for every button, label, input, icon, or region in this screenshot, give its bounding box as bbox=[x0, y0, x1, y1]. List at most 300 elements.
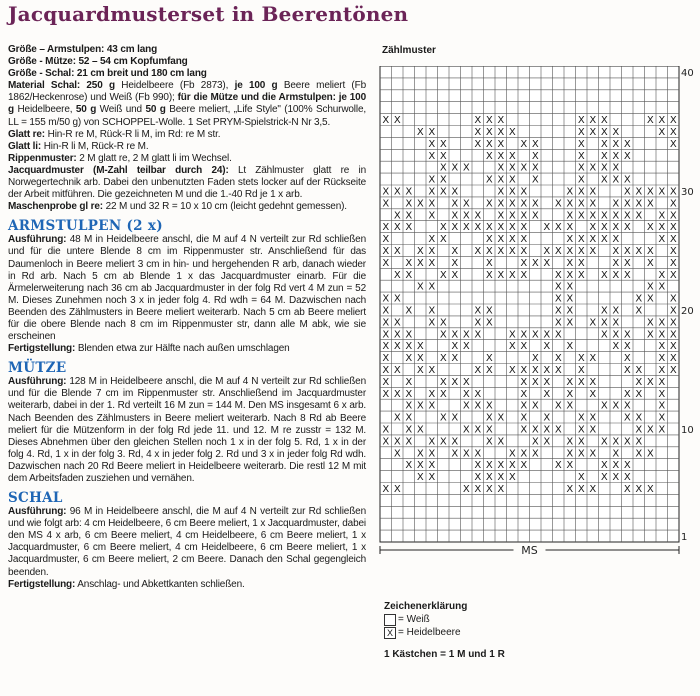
chart-cell-x: X bbox=[416, 448, 424, 460]
chart-cell-x: X bbox=[428, 305, 436, 317]
chart-cell-x: X bbox=[635, 484, 643, 496]
chart-cell-x: X bbox=[382, 198, 390, 210]
chart-cell-x: X bbox=[566, 246, 574, 258]
glatt-re: Glatt re: Hin-R re M, Rück-R li M, im Rd: re M str. bbox=[8, 128, 221, 140]
chart-cell-x: X bbox=[612, 222, 620, 234]
schal-heading: SCHAL bbox=[8, 490, 63, 507]
chart-cell-x: X bbox=[623, 329, 631, 341]
chart-cell-x: X bbox=[531, 329, 539, 341]
chart-cell-x: X bbox=[428, 186, 436, 198]
chart-cell-x: X bbox=[474, 210, 482, 222]
chart-cell-x: X bbox=[577, 127, 585, 139]
chart-cell-x: X bbox=[497, 127, 505, 139]
chart-cell-x: X bbox=[485, 305, 493, 317]
chart-cell-x: X bbox=[612, 305, 620, 317]
chart-cell-x: X bbox=[669, 198, 677, 210]
chart-cell-x: X bbox=[623, 472, 631, 484]
chart-cell-x: X bbox=[554, 293, 562, 305]
chart-cell-x: X bbox=[623, 257, 631, 269]
chart-cell-x: X bbox=[416, 460, 424, 472]
chart-cell-x: X bbox=[393, 269, 401, 281]
chart-cell-x: X bbox=[428, 138, 436, 150]
chart-cell-x: X bbox=[566, 341, 574, 353]
chart-cell-x: X bbox=[428, 198, 436, 210]
chart-cell-x: X bbox=[531, 424, 539, 436]
chart-cell-x: X bbox=[462, 388, 470, 400]
chart-cell-x: X bbox=[566, 376, 574, 388]
chart-cell-x: X bbox=[658, 341, 666, 353]
chart-cell-x: X bbox=[485, 460, 493, 472]
chart-cell-x: X bbox=[623, 210, 631, 222]
chart-cell-x: X bbox=[462, 341, 470, 353]
chart-cell-x: X bbox=[405, 341, 413, 353]
chart-cell-x: X bbox=[646, 246, 654, 258]
chart-cell-x: X bbox=[497, 412, 505, 424]
chart-cell-x: X bbox=[669, 305, 677, 317]
chart-cell-x: X bbox=[497, 198, 505, 210]
chart-cell-x: X bbox=[612, 460, 620, 472]
chart-cell-x: X bbox=[393, 436, 401, 448]
chart-cell-x: X bbox=[382, 222, 390, 234]
chart-cell-x: X bbox=[612, 472, 620, 484]
chart-cell-x: X bbox=[623, 341, 631, 353]
chart-cell-x: X bbox=[612, 234, 620, 246]
chart-cell-x: X bbox=[393, 210, 401, 222]
legend bbox=[384, 600, 505, 661]
muetze-ausfuehrung: Ausführung: 128 M in Heidelbeere anschl, die M auf 4 N verteilt zur Rd schließen und für die Blende 7 cm im Rippenmuster str. Anschließend im Jacquardmuster weiterarb, dabei in der 1. Rd verteilt 16 M zun = 144 M. Den MS insgesamt 6 x arb. Nach Beenden des Zählmusters in Beere meliert weiterarb. Nach 8 Rd ab Beere meliert für die Mützenform in der folg Rd jede 11. und 12. M re zusstr = 132 M. Dieses Abnehmen über den gleichen Stellen noch 1 x in der folg 5. Rd, 1 x in der folg 4. Rd, 1 x in der folg 3. Rd, 4 x in jeder folg 2. Rd und 3 x in jeder folg Rd wdh. Dazwischen nach 20 Rd Beere meliert in Heidelbeere weiterarb. Die restl 12 M mit dem Arbeitsfaden zusziehen und vernähen. bbox=[8, 376, 366, 484]
chart-cell-x: X bbox=[382, 341, 390, 353]
chart-cell-x: X bbox=[589, 115, 597, 127]
chart-cell-x: X bbox=[623, 436, 631, 448]
chart-cell-x: X bbox=[566, 186, 574, 198]
chart-cell-x: X bbox=[600, 269, 608, 281]
chart-cell-x: X bbox=[485, 412, 493, 424]
chart-cell-x: X bbox=[635, 424, 643, 436]
chart-cell-x: X bbox=[382, 115, 390, 127]
chart-cell-x: X bbox=[531, 365, 539, 377]
chart-cell-x: X bbox=[543, 341, 551, 353]
chart-cell-x: X bbox=[416, 257, 424, 269]
chart-cell-x: X bbox=[382, 234, 390, 246]
chart-cell-x: X bbox=[669, 186, 677, 198]
chart-cell-x: X bbox=[623, 388, 631, 400]
chart-cell-x: X bbox=[577, 436, 585, 448]
chart-cell-x: X bbox=[669, 222, 677, 234]
chart-cell-x: X bbox=[508, 329, 516, 341]
chart-cell-x: X bbox=[428, 257, 436, 269]
chart-cell-x: X bbox=[600, 127, 608, 139]
chart-cell-x: X bbox=[508, 210, 516, 222]
chart-cell-x: X bbox=[474, 365, 482, 377]
chart-cell-x: X bbox=[428, 174, 436, 186]
chart-cell-x: X bbox=[520, 257, 528, 269]
chart-cell-x: X bbox=[497, 246, 505, 258]
chart-cell-x: X bbox=[612, 198, 620, 210]
rippenmuster: Rippenmuster: 2 M glatt re, 2 M glatt li im Wechsel. bbox=[8, 152, 232, 164]
chart-cell-x: X bbox=[623, 365, 631, 377]
chart-cell-x: X bbox=[382, 329, 390, 341]
row-label-30: 30 bbox=[681, 187, 694, 199]
chart-cell-x: X bbox=[566, 305, 574, 317]
chart-cell-x: X bbox=[474, 138, 482, 150]
chart-cell-x: X bbox=[497, 222, 505, 234]
chart-cell-x: X bbox=[589, 376, 597, 388]
chart-cell-x: X bbox=[600, 400, 608, 412]
chart-cell-x: X bbox=[451, 341, 459, 353]
chart-cell-x: X bbox=[439, 412, 447, 424]
chart-cell-x: X bbox=[577, 484, 585, 496]
chart-cell-x: X bbox=[382, 388, 390, 400]
chart-cell-x: X bbox=[577, 448, 585, 460]
chart-cell-x: X bbox=[612, 174, 620, 186]
chart-cell-x: X bbox=[405, 198, 413, 210]
chart-cell-x: X bbox=[439, 186, 447, 198]
chart-cell-x: X bbox=[669, 341, 677, 353]
chart-cell-x: X bbox=[474, 448, 482, 460]
chart-cell-x: X bbox=[531, 400, 539, 412]
chart-cell-x: X bbox=[497, 484, 505, 496]
chart-cell-x: X bbox=[451, 448, 459, 460]
chart-cell-x: X bbox=[497, 138, 505, 150]
chart-cell-x: X bbox=[531, 436, 539, 448]
chart-cell-x: X bbox=[554, 269, 562, 281]
chart-cell-x: X bbox=[669, 246, 677, 258]
chart-cell-x: X bbox=[393, 484, 401, 496]
chart-cell-x: X bbox=[543, 246, 551, 258]
chart-cell-x: X bbox=[520, 269, 528, 281]
chart-cell-x: X bbox=[566, 198, 574, 210]
chart-cell-x: X bbox=[462, 400, 470, 412]
chart-cell-x: X bbox=[531, 162, 539, 174]
chart-cell-x: X bbox=[554, 365, 562, 377]
chart-cell-x: X bbox=[439, 329, 447, 341]
armstulpen-ausfuehrung: Ausführung: 48 M in Heidelbeere anschl, die M auf 4 N verteilt zur Rd schließen und für die untere Blende 8 cm im Rippenmuster str. Anschließend für das Daumenloch in Beere meliert 3 cm in hin- und hergehenden R arb, danach wieder in Rd arb. Nach 5 cm ab Blende 1 x das Jacquardmuster einarb. Für die Ärmelerweiterung nach 36 cm ab Jacquardmuster in der folg Rd vert 4 M zun = 52 M. Dieses Zunehmen noch 3 x in jeder folg 4. Rd wdh = 64 M. Dazwischen nach Beenden des Zählmusters in Beere meliert weiterarb. Nach 5 cm ab Beere meliert für die obere Blende nach 8 cm im Rippenmuster str, dann alle M abk, wie sie erscheinen bbox=[8, 234, 366, 343]
chart-cell-x: X bbox=[589, 222, 597, 234]
chart-cell-x: X bbox=[623, 400, 631, 412]
chart-cell-x: X bbox=[439, 150, 447, 162]
chart-cell-x: X bbox=[520, 400, 528, 412]
chart-cell-x: X bbox=[405, 210, 413, 222]
chart-cell-x: X bbox=[646, 317, 654, 329]
chart-cell-x: X bbox=[393, 317, 401, 329]
chart-cell-x: X bbox=[485, 127, 493, 139]
chart-cell-x: X bbox=[577, 210, 585, 222]
chart-cell-x: X bbox=[428, 234, 436, 246]
chart-cell-x: X bbox=[416, 353, 424, 365]
chart-cell-x: X bbox=[543, 424, 551, 436]
chart-cell-x: X bbox=[669, 127, 677, 139]
heidelbeere-swatch: X bbox=[384, 627, 396, 639]
chart-cell-x: X bbox=[416, 365, 424, 377]
chart-cell-x: X bbox=[416, 424, 424, 436]
chart-cell-x: X bbox=[393, 412, 401, 424]
chart-cell-x: X bbox=[589, 484, 597, 496]
chart-cell-x: X bbox=[589, 448, 597, 460]
chart-cell-x: X bbox=[428, 436, 436, 448]
chart-cell-x: X bbox=[612, 257, 620, 269]
chart-cell-x: X bbox=[566, 448, 574, 460]
chart-cell-x: X bbox=[462, 210, 470, 222]
chart-cell-x: X bbox=[393, 293, 401, 305]
chart-cell-x: X bbox=[508, 341, 516, 353]
chart-cell-x: X bbox=[635, 210, 643, 222]
chart-cell-x: X bbox=[658, 424, 666, 436]
chart-cell-x: X bbox=[405, 376, 413, 388]
row-label-1: 1 bbox=[681, 532, 688, 544]
chart-cell-x: X bbox=[382, 436, 390, 448]
chart-cell-x: X bbox=[658, 281, 666, 293]
chart-cell-x: X bbox=[577, 353, 585, 365]
chart-cell-x: X bbox=[646, 329, 654, 341]
chart-cell-x: X bbox=[612, 436, 620, 448]
white-swatch bbox=[384, 614, 396, 626]
chart-cell-x: X bbox=[566, 281, 574, 293]
schal-ausfuehrung: Ausführung: 96 M in Heidelbeere anschl, die M auf 4 N verteilt zur Rd schließen und wie folgt arb: 4 cm Heidelbeere, 6 cm Beere meliert, 1 x Jacquardmuster, dabei den MS 4 x arb, 6 cm Beere meliert, 4 cm Heidelbeere, 6 cm Beere meliert, 1 x Jacquardmuster, 6 cm Beere meliert, 4 cm Heidelbeere, 6 cm Beere meliert, 1 x Jacquardmuster, 6 cm Beere meliert, 2 cm Beere. Danach den Schal gegengleich beenden. bbox=[8, 506, 366, 578]
chart-cell-x: X bbox=[646, 281, 654, 293]
chart-cell-x: X bbox=[497, 269, 505, 281]
chart-cell-x: X bbox=[531, 257, 539, 269]
chart-cell-x: X bbox=[405, 353, 413, 365]
chart-cell-x: X bbox=[543, 365, 551, 377]
instructions-column bbox=[8, 44, 366, 591]
chart-cell-x: X bbox=[589, 198, 597, 210]
chart-cell-x: X bbox=[497, 234, 505, 246]
chart-cell-x: X bbox=[520, 329, 528, 341]
chart-cell-x: X bbox=[474, 127, 482, 139]
row-label-10: 10 bbox=[681, 425, 694, 437]
chart-cell-x: X bbox=[520, 234, 528, 246]
chart-cell-x: X bbox=[669, 293, 677, 305]
chart-cell-x: X bbox=[531, 376, 539, 388]
chart-cell-x: X bbox=[600, 472, 608, 484]
chart-cell-x: X bbox=[543, 388, 551, 400]
chart-cell-x: X bbox=[577, 376, 585, 388]
chart-cell-x: X bbox=[474, 222, 482, 234]
chart-cell-x: X bbox=[566, 234, 574, 246]
chart-cell-x: X bbox=[623, 353, 631, 365]
chart-cell-x: X bbox=[623, 222, 631, 234]
chart-cell-x: X bbox=[566, 257, 574, 269]
chart-cell-x: X bbox=[646, 376, 654, 388]
chart-cell-x: X bbox=[405, 388, 413, 400]
chart-cell-x: X bbox=[382, 424, 390, 436]
chart-cell-x: X bbox=[669, 138, 677, 150]
chart-cell-x: X bbox=[416, 198, 424, 210]
chart-cell-x: X bbox=[531, 210, 539, 222]
chart-cell-x: X bbox=[428, 210, 436, 222]
chart-cell-x: X bbox=[658, 222, 666, 234]
chart-cell-x: X bbox=[658, 317, 666, 329]
chart-cell-x: X bbox=[428, 460, 436, 472]
chart-cell-x: X bbox=[635, 448, 643, 460]
chart-cell-x: X bbox=[577, 186, 585, 198]
chart-cell-x: X bbox=[485, 484, 493, 496]
chart-cell-x: X bbox=[577, 246, 585, 258]
chart-cell-x: X bbox=[428, 150, 436, 162]
chart-cell-x: X bbox=[520, 376, 528, 388]
chart-cell-x: X bbox=[405, 412, 413, 424]
chart-cell-x: X bbox=[554, 460, 562, 472]
chart-cell-x: X bbox=[520, 388, 528, 400]
chart-cell-x: X bbox=[669, 210, 677, 222]
chart-cell-x: X bbox=[600, 115, 608, 127]
chart-cell-x: X bbox=[623, 174, 631, 186]
chart-cell-x: X bbox=[485, 115, 493, 127]
chart-cell-x: X bbox=[393, 246, 401, 258]
chart-cell-x: X bbox=[623, 246, 631, 258]
chart-cell-x: X bbox=[589, 317, 597, 329]
chart-cell-x: X bbox=[635, 246, 643, 258]
material-paragraph: Material Schal: 250 g Heidelbeere (Fb 2873), je 100 g Beere meliert (Fb 1862/Heckenrose) und Weiß (Fb 990); für die Mütze und die Armstulpen: je 100 g Heidelbeere, 50 g Weiß und 50 g Beere meliert, „Life Style" (100% Schurwolle, LL = 155 m/50 g) von SCHOPPEL-Wolle. 1 Set PRYM-Spielstrick-N Nr 3,5. bbox=[8, 80, 366, 128]
chart-cell-x: X bbox=[416, 472, 424, 484]
legend-scale: 1 Kästchen = 1 M und 1 R bbox=[384, 649, 505, 660]
chart-cell-x: X bbox=[577, 412, 585, 424]
chart-cell-x: X bbox=[658, 353, 666, 365]
chart-cell-x: X bbox=[393, 388, 401, 400]
chart-cell-x: X bbox=[497, 210, 505, 222]
chart-cell-x: X bbox=[451, 162, 459, 174]
chart-cell-x: X bbox=[543, 376, 551, 388]
chart-cell-x: X bbox=[428, 127, 436, 139]
chart-cell-x: X bbox=[600, 222, 608, 234]
legend-heidelbeere: X = Heidelbeere bbox=[384, 626, 505, 639]
chart-cell-x: X bbox=[612, 448, 620, 460]
chart-cell-x: X bbox=[600, 150, 608, 162]
chart-cell-x: X bbox=[577, 472, 585, 484]
chart-cell-x: X bbox=[646, 484, 654, 496]
chart-cell-x: X bbox=[508, 365, 516, 377]
chart-cell-x: X bbox=[658, 234, 666, 246]
chart-cell-x: X bbox=[416, 246, 424, 258]
chart-cell-x: X bbox=[439, 162, 447, 174]
chart-cell-x: X bbox=[462, 329, 470, 341]
chart-cell-x: X bbox=[623, 150, 631, 162]
chart-cell-x: X bbox=[566, 460, 574, 472]
chart-cell-x: X bbox=[462, 424, 470, 436]
chart-cell-x: X bbox=[600, 138, 608, 150]
chart-cell-x: X bbox=[474, 424, 482, 436]
chart-cell-x: X bbox=[508, 460, 516, 472]
chart-cell-x: X bbox=[543, 412, 551, 424]
chart-cell-x: X bbox=[658, 115, 666, 127]
chart-cell-x: X bbox=[646, 115, 654, 127]
chart-cell-x: X bbox=[531, 448, 539, 460]
chart-cell-x: X bbox=[485, 150, 493, 162]
chart-cell-x: X bbox=[612, 329, 620, 341]
chart-cell-x: X bbox=[600, 317, 608, 329]
chart-cell-x: X bbox=[439, 174, 447, 186]
chart-cell-x: X bbox=[428, 246, 436, 258]
chart-cell-x: X bbox=[520, 162, 528, 174]
chart-cell-x: X bbox=[451, 412, 459, 424]
chart-cell-x: X bbox=[669, 365, 677, 377]
chart-cell-x: X bbox=[485, 257, 493, 269]
chart-cell-x: X bbox=[600, 210, 608, 222]
chart-cell-x: X bbox=[405, 257, 413, 269]
chart-cell-x: X bbox=[589, 186, 597, 198]
chart-cell-x: X bbox=[497, 186, 505, 198]
chart-cell-x: X bbox=[520, 222, 528, 234]
chart-cell-x: X bbox=[612, 138, 620, 150]
chart-cell-x: X bbox=[405, 460, 413, 472]
chart-cell-x: X bbox=[658, 400, 666, 412]
chart-cell-x: X bbox=[393, 115, 401, 127]
chart-cell-x: X bbox=[439, 376, 447, 388]
chart-cell-x: X bbox=[566, 269, 574, 281]
schal-fertigstellung: Fertigstellung: Anschlag- und Abkettkanten schließen. bbox=[8, 578, 245, 590]
chart-cell-x: X bbox=[485, 269, 493, 281]
chart-cell-x: X bbox=[669, 257, 677, 269]
chart-cell-x: X bbox=[382, 353, 390, 365]
row-label-40: 40 bbox=[681, 68, 694, 80]
chart-cell-x: X bbox=[382, 186, 390, 198]
chart-cell-x: X bbox=[416, 127, 424, 139]
chart-cell-x: X bbox=[439, 222, 447, 234]
chart-cell-x: X bbox=[589, 388, 597, 400]
chart-cell-x: X bbox=[658, 365, 666, 377]
chart-cell-x: X bbox=[635, 186, 643, 198]
chart-cell-x: X bbox=[474, 460, 482, 472]
chart-cell-x: X bbox=[612, 150, 620, 162]
chart-cell-x: X bbox=[428, 448, 436, 460]
chart-cell-x: X bbox=[531, 198, 539, 210]
chart-cell-x: X bbox=[416, 341, 424, 353]
chart-cell-x: X bbox=[669, 115, 677, 127]
chart-cell-x: X bbox=[566, 436, 574, 448]
chart-cell-x: X bbox=[485, 174, 493, 186]
chart-cell-x: X bbox=[393, 341, 401, 353]
chart-cell-x: X bbox=[577, 162, 585, 174]
chart-cell-x: X bbox=[600, 174, 608, 186]
chart-cell-x: X bbox=[451, 222, 459, 234]
chart-cell-x: X bbox=[508, 150, 516, 162]
chart-cell-x: X bbox=[577, 198, 585, 210]
chart-cell-x: X bbox=[658, 127, 666, 139]
chart-cell-x: X bbox=[635, 376, 643, 388]
glatt-li: Glatt li: Hin-R li M, Rück-R re M. bbox=[8, 140, 149, 152]
chart-cell-x: X bbox=[416, 281, 424, 293]
chart-cell-x: X bbox=[577, 365, 585, 377]
chart-cell-x: X bbox=[382, 365, 390, 377]
chart-cell-x: X bbox=[485, 365, 493, 377]
chart-cell-x: X bbox=[451, 269, 459, 281]
chart-cell-x: X bbox=[462, 198, 470, 210]
chart-cell-x: X bbox=[589, 210, 597, 222]
chart-cell-x: X bbox=[566, 210, 574, 222]
chart-cell-x: X bbox=[474, 317, 482, 329]
chart-cell-x: X bbox=[577, 269, 585, 281]
chart-cell-x: X bbox=[635, 365, 643, 377]
chart-cell-x: X bbox=[508, 127, 516, 139]
chart-cell-x: X bbox=[520, 210, 528, 222]
chart-cell-x: X bbox=[462, 222, 470, 234]
chart-cell-x: X bbox=[451, 436, 459, 448]
page-title: Jacquardmusterset in Beerentönen bbox=[8, 2, 409, 26]
row-label-20: 20 bbox=[681, 306, 694, 318]
chart-cell-x: X bbox=[508, 246, 516, 258]
chart-cell-x: X bbox=[635, 198, 643, 210]
chart-cell-x: X bbox=[600, 305, 608, 317]
chart-cell-x: X bbox=[462, 376, 470, 388]
chart-cell-x: X bbox=[612, 210, 620, 222]
chart-cell-x: X bbox=[577, 115, 585, 127]
chart-cell-x: X bbox=[577, 174, 585, 186]
chart-cell-x: X bbox=[554, 317, 562, 329]
chart-cell-x: X bbox=[405, 329, 413, 341]
chart-cell-x: X bbox=[405, 400, 413, 412]
chart-cell-x: X bbox=[623, 186, 631, 198]
chart-cell-x: X bbox=[623, 484, 631, 496]
